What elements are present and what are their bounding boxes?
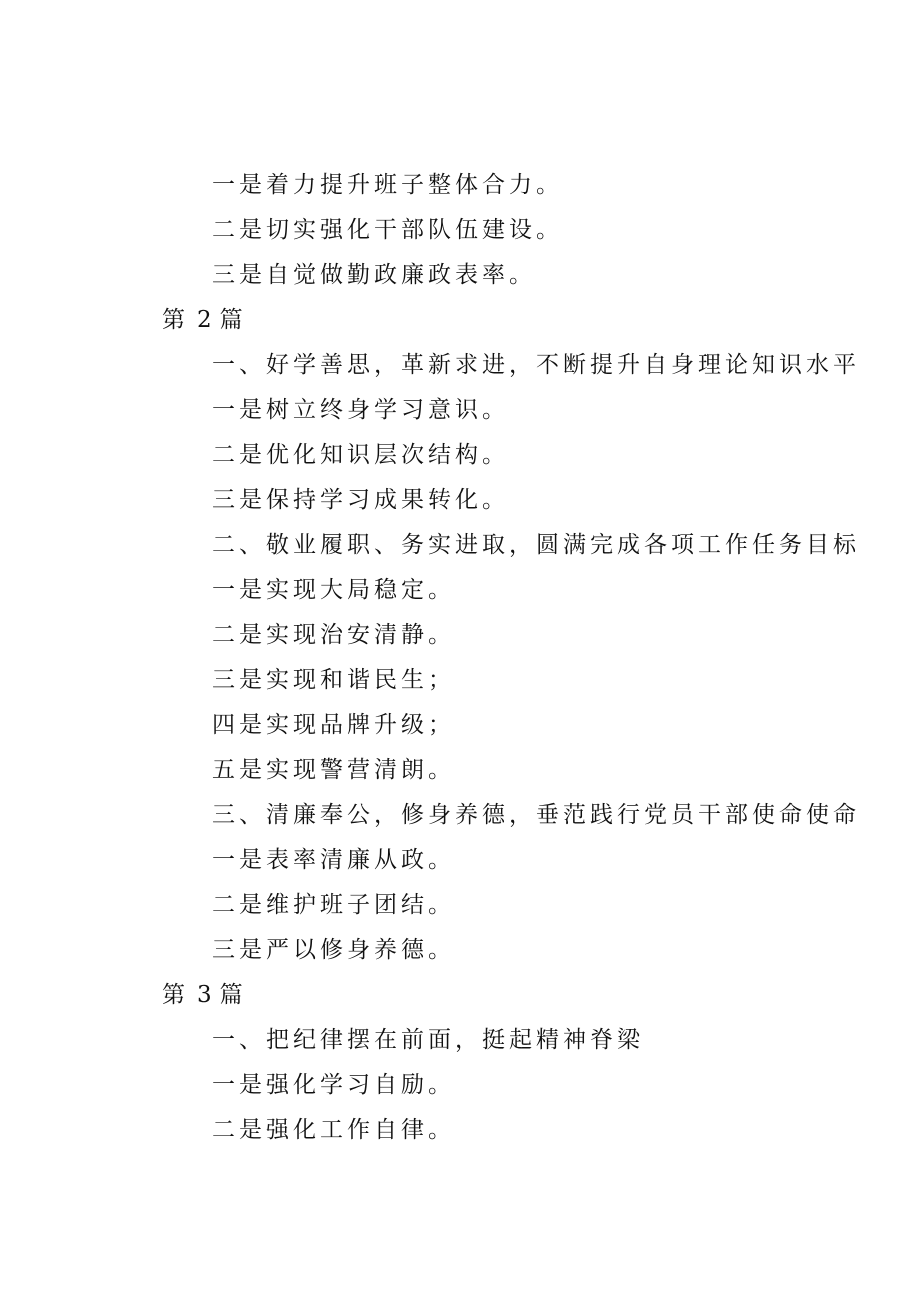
section-heading [162, 305, 247, 335]
text-line: 一是强化学习自励。 [212, 1072, 455, 1098]
subsection-heading: 一、把纪律摆在前面，挺起精神脊梁 [212, 1027, 644, 1053]
text-line: 二是强化工作自律。 [212, 1117, 455, 1143]
text-line: 五是实现警营清朗。 [212, 757, 455, 783]
section-heading-prefix: 第 [162, 982, 189, 1008]
section-heading-prefix: 第 [162, 307, 189, 333]
section-heading-number: 2 [197, 307, 212, 333]
subsection-heading: 三、清廉奉公，修身养德，垂范践行党员干部使命使命 [212, 802, 860, 828]
text-line: 二是切实强化干部队伍建设。 [212, 217, 563, 243]
text-line: 一是树立终身学习意识。 [212, 397, 509, 423]
text-line: 二是维护班子团结。 [212, 892, 455, 918]
section-heading-suffix: 篇 [219, 982, 247, 1008]
section-heading-number: 3 [197, 982, 212, 1008]
subsection-heading: 一、好学善思，革新求进，不断提升自身理论知识水平 [212, 352, 860, 378]
text-line: 三是严以修身养德。 [212, 937, 455, 963]
text-line: 三是保持学习成果转化。 [212, 487, 509, 513]
section-heading [162, 980, 247, 1010]
text-line: 三是自觉做勤政廉政表率。 [212, 262, 536, 288]
text-line: 二是优化知识层次结构。 [212, 442, 509, 468]
text-line: 一是着力提升班子整体合力。 [212, 172, 563, 198]
text-line: 二是实现治安清静。 [212, 622, 455, 648]
subsection-heading: 二、敬业履职、务实进取，圆满完成各项工作任务目标 [212, 532, 860, 558]
text-line: 一是实现大局稳定。 [212, 577, 455, 603]
text-line: 四是实现品牌升级； [212, 712, 455, 738]
text-line: 一是表率清廉从政。 [212, 847, 455, 873]
section-heading-suffix: 篇 [219, 307, 247, 333]
text-line: 三是实现和谐民生； [212, 667, 455, 693]
